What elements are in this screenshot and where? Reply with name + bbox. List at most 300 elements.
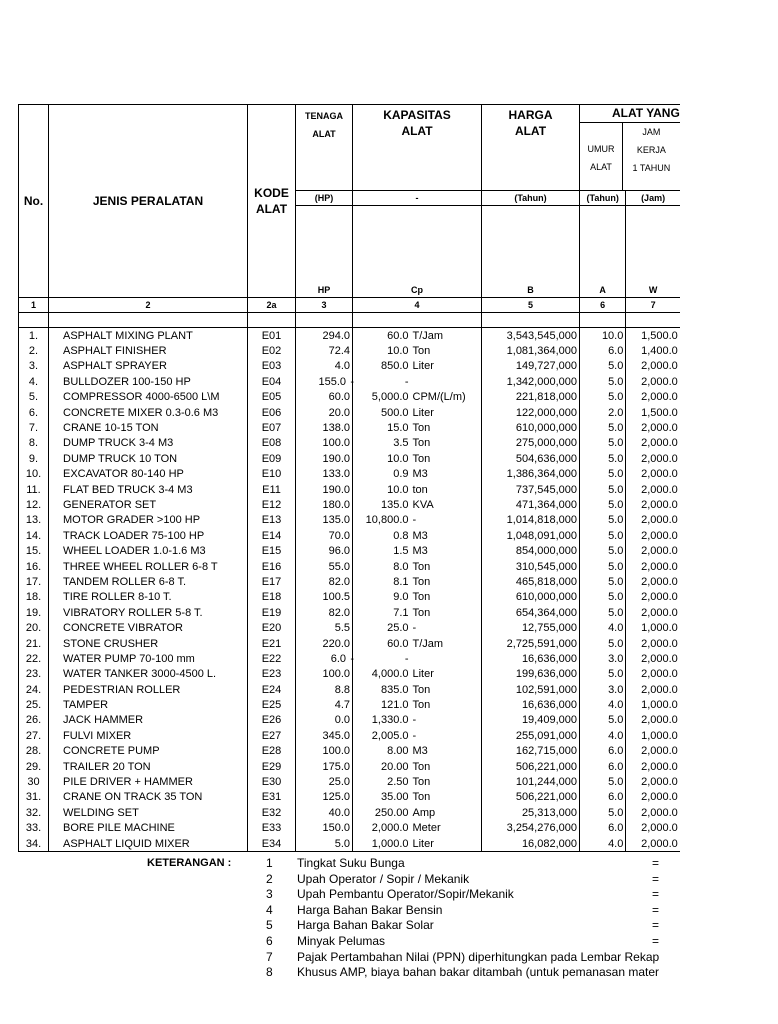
row-harga: 854,000,000 bbox=[482, 543, 580, 558]
row-kode: E04 bbox=[248, 374, 296, 389]
header-jam-line1: JAM bbox=[642, 127, 661, 137]
row-kode: E05 bbox=[248, 390, 296, 405]
row-umur: 5.0 bbox=[580, 805, 626, 820]
unit-kapasitas: - bbox=[353, 191, 482, 206]
row-hp: 6.0 - bbox=[296, 651, 353, 666]
row-capacity: 10.0 bbox=[353, 451, 411, 466]
unit-umur: (Tahun) bbox=[580, 191, 626, 206]
row-capacity: 835.0 bbox=[353, 682, 411, 697]
row-harga: 102,591,000 bbox=[482, 682, 580, 697]
row-name: TIRE ROLLER 8-10 T. bbox=[49, 590, 248, 605]
table-row bbox=[19, 390, 680, 405]
row-hp: 82.0 bbox=[296, 574, 353, 589]
row-kode: E16 bbox=[248, 559, 296, 574]
row-umur: 6.0 bbox=[580, 744, 626, 759]
row-harga: 2,725,591,000 bbox=[482, 636, 580, 651]
row-name: ASPHALT LIQUID MIXER bbox=[49, 836, 248, 852]
colnum-4: 4 bbox=[353, 298, 482, 313]
row-hp: 0.0 bbox=[296, 713, 353, 728]
row-jam: 2,000.0 bbox=[626, 682, 680, 697]
row-hp: 294.0 bbox=[296, 328, 353, 344]
row-jam: 2,000.0 bbox=[626, 759, 680, 774]
row-jam: 1,000.0 bbox=[626, 697, 680, 712]
row-no: 11. bbox=[19, 482, 49, 497]
row-unit: T/Jam bbox=[411, 636, 482, 651]
colnum-6: 6 bbox=[580, 298, 626, 313]
symbol-umur: A bbox=[580, 206, 626, 298]
row-harga: 610,000,000 bbox=[482, 420, 580, 435]
row-umur: 5.0 bbox=[580, 543, 626, 558]
row-unit: Ton bbox=[411, 559, 482, 574]
row-umur: 5.0 bbox=[580, 605, 626, 620]
table-row bbox=[19, 744, 680, 759]
row-harga: 12,755,000 bbox=[482, 620, 580, 635]
header-kode-line1: KODE bbox=[254, 186, 289, 200]
row-umur: 5.0 bbox=[580, 451, 626, 466]
row-kode: E26 bbox=[248, 713, 296, 728]
row-hp: 150.0 bbox=[296, 821, 353, 836]
keterangan-equals: = bbox=[652, 856, 660, 870]
row-capacity: 60.0 bbox=[353, 636, 411, 651]
table-row bbox=[19, 451, 680, 466]
header-alat-yang: ALAT YANG bbox=[580, 105, 680, 123]
keterangan-text: Khusus AMP, biaya bahan bakar ditambah (untuk pemanasan mater bbox=[297, 965, 660, 980]
keterangan-number: 4 bbox=[266, 902, 273, 917]
row-jam: 2,000.0 bbox=[626, 451, 680, 466]
table-body bbox=[19, 328, 680, 852]
row-hp: 100.5 bbox=[296, 590, 353, 605]
table-row bbox=[19, 605, 680, 620]
header-kapasitas bbox=[353, 105, 482, 191]
row-jam: 2,000.0 bbox=[626, 790, 680, 805]
row-name: ASPHALT FINISHER bbox=[49, 343, 248, 358]
row-unit: Ton bbox=[411, 605, 482, 620]
table-row bbox=[19, 405, 680, 420]
row-name: VIBRATORY ROLLER 5-8 T. bbox=[49, 605, 248, 620]
row-unit: M3 bbox=[411, 744, 482, 759]
row-unit: ton bbox=[411, 482, 482, 497]
row-harga: 471,364,000 bbox=[482, 497, 580, 512]
row-capacity: 10,800.0 bbox=[353, 513, 411, 528]
table-row bbox=[19, 682, 680, 697]
row-no: 24. bbox=[19, 682, 49, 697]
table-row bbox=[19, 543, 680, 558]
row-unit: Ton bbox=[411, 790, 482, 805]
row-no: 1. bbox=[19, 328, 49, 344]
row-kode: E30 bbox=[248, 774, 296, 789]
table-row bbox=[19, 774, 680, 789]
row-harga: 310,545,000 bbox=[482, 559, 580, 574]
row-hp: 190.0 bbox=[296, 482, 353, 497]
row-name: FLAT BED TRUCK 3-4 M3 bbox=[49, 482, 248, 497]
keterangan-number: 7 bbox=[266, 949, 273, 964]
row-umur: 10.0 bbox=[580, 328, 626, 344]
row-unit bbox=[411, 374, 482, 389]
row-capacity: 0.8 bbox=[353, 528, 411, 543]
table-row bbox=[19, 420, 680, 435]
row-name: MOTOR GRADER >100 HP bbox=[49, 513, 248, 528]
row-jam: 2,000.0 bbox=[626, 805, 680, 820]
row-unit: - bbox=[411, 713, 482, 728]
header-no: No. bbox=[19, 105, 49, 298]
row-name: GENERATOR SET bbox=[49, 497, 248, 512]
row-jam: 2,000.0 bbox=[626, 774, 680, 789]
keterangan-text: Minyak Pelumas bbox=[297, 934, 386, 948]
row-name: PEDESTRIAN ROLLER bbox=[49, 682, 248, 697]
row-unit: Ton bbox=[411, 774, 482, 789]
table-row bbox=[19, 790, 680, 805]
row-jam: 2,000.0 bbox=[626, 605, 680, 620]
row-umur: 5.0 bbox=[580, 359, 626, 374]
keterangan-equals: = bbox=[652, 871, 660, 886]
row-hp: 55.0 bbox=[296, 559, 353, 574]
row-name: CONCRETE PUMP bbox=[49, 744, 248, 759]
row-unit: Liter bbox=[411, 836, 482, 852]
row-jam: 1,500.0 bbox=[626, 328, 680, 344]
keterangan-label: KETERANGAN : bbox=[147, 857, 232, 869]
row-harga: 1,342,000,000 bbox=[482, 374, 580, 389]
table-row bbox=[19, 636, 680, 651]
row-unit: Amp bbox=[411, 805, 482, 820]
row-jam: 2,000.0 bbox=[626, 559, 680, 574]
row-jam: 1,400.0 bbox=[626, 343, 680, 358]
row-jam: 2,000.0 bbox=[626, 436, 680, 451]
row-no: 26. bbox=[19, 713, 49, 728]
row-capacity: 2.50 bbox=[353, 774, 411, 789]
row-harga: 737,545,000 bbox=[482, 482, 580, 497]
row-capacity: 2,005.0 bbox=[353, 728, 411, 743]
row-harga: 16,636,000 bbox=[482, 697, 580, 712]
row-jam: 2,000.0 bbox=[626, 636, 680, 651]
table-row bbox=[19, 836, 680, 852]
row-hp: 70.0 bbox=[296, 528, 353, 543]
keterangan-text: Upah Pembantu Operator/Sopir/Mekanik bbox=[297, 887, 514, 902]
table-row bbox=[19, 374, 680, 389]
table-row bbox=[19, 482, 680, 497]
row-no: 30 bbox=[19, 774, 49, 789]
table-row bbox=[19, 359, 680, 374]
row-jam: 2,000.0 bbox=[626, 543, 680, 558]
row-capacity: 15.0 bbox=[353, 420, 411, 435]
row-umur: 3.0 bbox=[580, 651, 626, 666]
row-hp: 40.0 bbox=[296, 805, 353, 820]
row-hp: 82.0 bbox=[296, 605, 353, 620]
row-hp: 5.0 bbox=[296, 836, 353, 852]
row-kode: E31 bbox=[248, 790, 296, 805]
row-name: BORE PILE MACHINE bbox=[49, 821, 248, 836]
row-umur: 6.0 bbox=[580, 821, 626, 836]
row-jam: 2,000.0 bbox=[626, 420, 680, 435]
row-no: 25. bbox=[19, 697, 49, 712]
colnum-1: 1 bbox=[19, 298, 49, 313]
row-kode: E03 bbox=[248, 359, 296, 374]
table-row bbox=[19, 667, 680, 682]
header-kode bbox=[248, 105, 296, 298]
keterangan-text: Harga Bahan Bakar Bensin bbox=[297, 902, 443, 917]
row-unit: Ton bbox=[411, 420, 482, 435]
header-kapasitas-line2: ALAT bbox=[401, 124, 433, 138]
colnum-7: 7 bbox=[626, 298, 680, 313]
row-name: WATER PUMP 70-100 mm bbox=[49, 651, 248, 666]
row-kode: E34 bbox=[248, 836, 296, 852]
equipment-table bbox=[18, 104, 680, 852]
keterangan-text: Tingkat Suku Bunga bbox=[297, 856, 405, 870]
row-no: 6. bbox=[19, 405, 49, 420]
row-hp: 220.0 bbox=[296, 636, 353, 651]
table-row bbox=[19, 697, 680, 712]
row-capacity: 8.1 bbox=[353, 574, 411, 589]
row-jam: 2,000.0 bbox=[626, 713, 680, 728]
row-umur: 6.0 bbox=[580, 759, 626, 774]
row-harga: 19,409,000 bbox=[482, 713, 580, 728]
row-name: WATER TANKER 3000-4500 L. bbox=[49, 667, 248, 682]
row-kode: E21 bbox=[248, 636, 296, 651]
row-no: 28. bbox=[19, 744, 49, 759]
row-unit: Ton bbox=[411, 697, 482, 712]
header-umur-line1: UMUR bbox=[587, 144, 615, 154]
keterangan-equals: = bbox=[652, 918, 660, 933]
header-kapasitas-line1: KAPASITAS bbox=[383, 108, 451, 122]
row-no: 32. bbox=[19, 805, 49, 820]
row-umur: 5.0 bbox=[580, 374, 626, 389]
row-name: WHEEL LOADER 1.0-1.6 M3 bbox=[49, 543, 248, 558]
row-unit: Ton bbox=[411, 759, 482, 774]
row-harga: 16,636,000 bbox=[482, 651, 580, 666]
row-unit: Liter bbox=[411, 359, 482, 374]
colnum-5: 5 bbox=[482, 298, 580, 313]
row-capacity: 9.0 bbox=[353, 590, 411, 605]
row-capacity: 25.0 bbox=[353, 620, 411, 635]
row-name: DUMP TRUCK 10 TON bbox=[49, 451, 248, 466]
row-kode: E10 bbox=[248, 467, 296, 482]
row-no: 31. bbox=[19, 790, 49, 805]
row-capacity: 250.00 bbox=[353, 805, 411, 820]
row-umur: 5.0 bbox=[580, 436, 626, 451]
row-no: 20. bbox=[19, 620, 49, 635]
row-harga: 465,818,000 bbox=[482, 574, 580, 589]
row-umur: 5.0 bbox=[580, 590, 626, 605]
row-harga: 654,364,000 bbox=[482, 605, 580, 620]
equipment-sheet bbox=[18, 104, 778, 852]
row-kode: E19 bbox=[248, 605, 296, 620]
row-no: 27. bbox=[19, 728, 49, 743]
row-umur: 3.0 bbox=[580, 682, 626, 697]
row-hp: 125.0 bbox=[296, 790, 353, 805]
row-kode: E25 bbox=[248, 697, 296, 712]
header-tenaga-line1: TENAGA bbox=[305, 111, 343, 121]
row-umur: 5.0 bbox=[580, 513, 626, 528]
row-capacity: 5,000.0 bbox=[353, 390, 411, 405]
row-unit: CPM/(L/m) bbox=[411, 390, 482, 405]
row-hp: 138.0 bbox=[296, 420, 353, 435]
row-capacity: 10.0 bbox=[353, 482, 411, 497]
row-umur: 5.0 bbox=[580, 667, 626, 682]
row-name: CRANE ON TRACK 35 TON bbox=[49, 790, 248, 805]
unit-harga: (Tahun) bbox=[482, 191, 580, 206]
row-capacity: - bbox=[353, 651, 411, 666]
row-hp: 100.0 bbox=[296, 667, 353, 682]
row-name: WELDING SET bbox=[49, 805, 248, 820]
row-capacity: 60.0 bbox=[353, 328, 411, 344]
row-hp: 5.5 bbox=[296, 620, 353, 635]
keterangan-number: 1 bbox=[266, 856, 273, 870]
row-jam: 2,000.0 bbox=[626, 667, 680, 682]
row-name: CRANE 10-15 TON bbox=[49, 420, 248, 435]
row-no: 14. bbox=[19, 528, 49, 543]
header-jam-line3: 1 TAHUN bbox=[632, 163, 671, 173]
row-jam: 2,000.0 bbox=[626, 821, 680, 836]
row-name: PILE DRIVER + HAMMER bbox=[49, 774, 248, 789]
row-harga: 162,715,000 bbox=[482, 744, 580, 759]
row-no: 29. bbox=[19, 759, 49, 774]
row-name: FULVI MIXER bbox=[49, 728, 248, 743]
row-hp: 135.0 bbox=[296, 513, 353, 528]
row-harga: 199,636,000 bbox=[482, 667, 580, 682]
table-header bbox=[19, 105, 680, 328]
table-row bbox=[19, 821, 680, 836]
row-no: 4. bbox=[19, 374, 49, 389]
row-capacity: 1,000.0 bbox=[353, 836, 411, 852]
row-umur: 5.0 bbox=[580, 497, 626, 512]
row-umur: 5.0 bbox=[580, 420, 626, 435]
row-capacity: 20.00 bbox=[353, 759, 411, 774]
row-umur: 5.0 bbox=[580, 636, 626, 651]
row-unit: KVA bbox=[411, 497, 482, 512]
row-no: 10. bbox=[19, 467, 49, 482]
colnum-2a: 2a bbox=[248, 298, 296, 313]
table-row bbox=[19, 528, 680, 543]
row-unit: M3 bbox=[411, 467, 482, 482]
row-jam: 1,000.0 bbox=[626, 728, 680, 743]
row-kode: E20 bbox=[248, 620, 296, 635]
row-no: 23. bbox=[19, 667, 49, 682]
row-hp: 155.0 - bbox=[296, 374, 353, 389]
row-kode: E29 bbox=[248, 759, 296, 774]
row-harga: 610,000,000 bbox=[482, 590, 580, 605]
table-row bbox=[19, 713, 680, 728]
colnum-3: 3 bbox=[296, 298, 353, 313]
row-name: JACK HAMMER bbox=[49, 713, 248, 728]
row-capacity: 10.0 bbox=[353, 343, 411, 358]
unit-jam: (Jam) bbox=[626, 191, 680, 206]
row-kode: E33 bbox=[248, 821, 296, 836]
header-jenis: JENIS PERALATAN bbox=[49, 105, 248, 298]
row-name: ASPHALT MIXING PLANT bbox=[49, 328, 248, 344]
row-umur: 4.0 bbox=[580, 697, 626, 712]
row-name: EXCAVATOR 80-140 HP bbox=[49, 467, 248, 482]
table-row bbox=[19, 328, 680, 344]
row-no: 8. bbox=[19, 436, 49, 451]
table-row bbox=[19, 805, 680, 820]
row-harga: 1,081,364,000 bbox=[482, 343, 580, 358]
row-unit: Ton bbox=[411, 343, 482, 358]
row-unit: - bbox=[411, 620, 482, 635]
row-name: THREE WHEEL ROLLER 6-8 T bbox=[49, 559, 248, 574]
row-no: 15. bbox=[19, 543, 49, 558]
row-harga: 255,091,000 bbox=[482, 728, 580, 743]
row-capacity: 35.00 bbox=[353, 790, 411, 805]
row-hp: 60.0 bbox=[296, 390, 353, 405]
row-kode: E22 bbox=[248, 651, 296, 666]
row-no: 17. bbox=[19, 574, 49, 589]
row-umur: 6.0 bbox=[580, 343, 626, 358]
row-unit: Liter bbox=[411, 667, 482, 682]
keterangan-equals: = bbox=[652, 902, 660, 917]
row-kode: E11 bbox=[248, 482, 296, 497]
keterangan-text: Harga Bahan Bakar Solar bbox=[297, 918, 434, 933]
row-kode: E01 bbox=[248, 328, 296, 344]
row-kode: E14 bbox=[248, 528, 296, 543]
symbol-tenaga: HP bbox=[296, 206, 353, 298]
row-jam: 2,000.0 bbox=[626, 574, 680, 589]
row-jam: 2,000.0 bbox=[626, 467, 680, 482]
row-umur: 2.0 bbox=[580, 405, 626, 420]
row-harga: 16,082,000 bbox=[482, 836, 580, 852]
row-jam: 2,000.0 bbox=[626, 390, 680, 405]
row-no: 21. bbox=[19, 636, 49, 651]
header-jam bbox=[623, 123, 680, 190]
row-harga: 3,543,545,000 bbox=[482, 328, 580, 344]
row-harga: 1,386,364,000 bbox=[482, 467, 580, 482]
row-jam: 2,000.0 bbox=[626, 497, 680, 512]
header-tenaga-line2: ALAT bbox=[312, 129, 336, 139]
row-capacity: 1,330.0 bbox=[353, 713, 411, 728]
row-capacity: 850.0 bbox=[353, 359, 411, 374]
row-unit: Ton bbox=[411, 451, 482, 466]
table-row bbox=[19, 759, 680, 774]
row-umur: 4.0 bbox=[580, 728, 626, 743]
row-kode: E18 bbox=[248, 590, 296, 605]
row-capacity: 0.9 bbox=[353, 467, 411, 482]
row-unit: Ton bbox=[411, 682, 482, 697]
row-capacity: - bbox=[353, 374, 411, 389]
row-harga: 149,727,000 bbox=[482, 359, 580, 374]
row-no: 3. bbox=[19, 359, 49, 374]
row-harga: 101,244,000 bbox=[482, 774, 580, 789]
table-row bbox=[19, 574, 680, 589]
keterangan-number: 6 bbox=[266, 934, 273, 948]
row-jam: 2,000.0 bbox=[626, 528, 680, 543]
row-name: ASPHALT SPRAYER bbox=[49, 359, 248, 374]
row-no: 9. bbox=[19, 451, 49, 466]
symbol-jam: W bbox=[626, 206, 680, 298]
row-harga: 506,221,000 bbox=[482, 759, 580, 774]
unit-tenaga: (HP) bbox=[296, 191, 353, 206]
row-harga: 3,254,276,000 bbox=[482, 821, 580, 836]
row-kode: E32 bbox=[248, 805, 296, 820]
row-kode: E24 bbox=[248, 682, 296, 697]
row-capacity: 2,000.0 bbox=[353, 821, 411, 836]
keterangan-number: 8 bbox=[266, 965, 273, 980]
row-harga: 275,000,000 bbox=[482, 436, 580, 451]
row-no: 12. bbox=[19, 497, 49, 512]
row-unit bbox=[411, 651, 482, 666]
row-no: 16. bbox=[19, 559, 49, 574]
row-jam: 2,000.0 bbox=[626, 359, 680, 374]
row-jam: 1,500.0 bbox=[626, 405, 680, 420]
row-capacity: 3.5 bbox=[353, 436, 411, 451]
header-umur-line2: ALAT bbox=[590, 162, 612, 172]
keterangan-equals: = bbox=[652, 934, 660, 948]
row-name: CONCRETE MIXER 0.3-0.6 M3 bbox=[49, 405, 248, 420]
row-harga: 221,818,000 bbox=[482, 390, 580, 405]
row-no: 34. bbox=[19, 836, 49, 852]
row-jam: 2,000.0 bbox=[626, 590, 680, 605]
header-tenaga bbox=[296, 105, 353, 191]
row-capacity: 121.0 bbox=[353, 697, 411, 712]
row-unit: Ton bbox=[411, 574, 482, 589]
row-name: TRAILER 20 TON bbox=[49, 759, 248, 774]
